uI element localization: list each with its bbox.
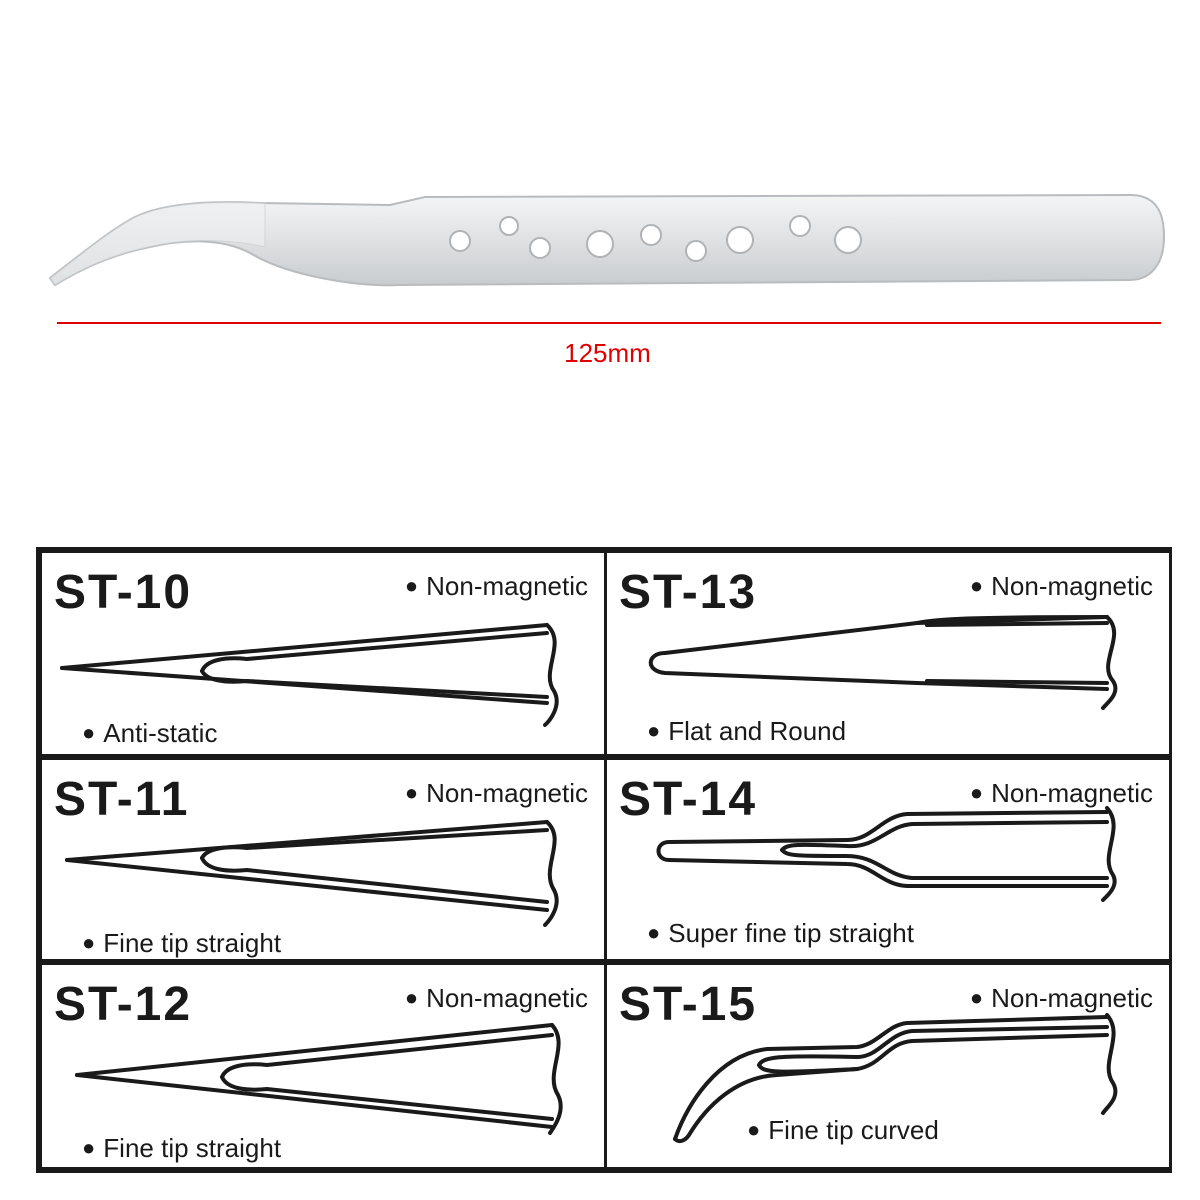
- property-label: ● Non-magnetic: [404, 571, 588, 601]
- spec-panel-st-13: [604, 550, 1172, 757]
- bullet-icon: ●: [404, 780, 419, 805]
- bullet-icon: ●: [82, 720, 96, 745]
- bullet-icon: ●: [82, 930, 96, 955]
- bullet-icon: ●: [82, 1135, 96, 1160]
- bullet-icon: ●: [647, 718, 661, 743]
- dimension-label: 125mm: [564, 338, 651, 368]
- spec-panel-st-11: [39, 757, 607, 962]
- bullet-icon: ●: [747, 1117, 761, 1142]
- tweezers-image: [40, 185, 1170, 300]
- bullet-icon: ●: [404, 573, 419, 598]
- spec-panel-st-14: [604, 757, 1172, 962]
- spec-panel-st-10: [39, 550, 607, 757]
- model-label: ST-14: [619, 773, 758, 826]
- property-label: ● Non-magnetic: [969, 571, 1153, 601]
- property-label: ● Non-magnetic: [969, 983, 1153, 1013]
- model-label: ST-10: [54, 566, 193, 619]
- spec-panel-st-15: [604, 962, 1172, 1170]
- feature-label: ● Fine tip straight: [82, 1133, 282, 1163]
- spec-panel-st-12: [39, 962, 607, 1170]
- model-label: ST-11: [54, 773, 190, 826]
- feature-label: ● Flat and Round: [647, 716, 847, 746]
- feature-label: ● Anti-static: [82, 718, 218, 748]
- property-label: ● Non-magnetic: [969, 778, 1153, 808]
- property-label: ● Non-magnetic: [404, 983, 588, 1013]
- bullet-icon: ●: [404, 985, 419, 1010]
- bullet-icon: ●: [647, 920, 661, 945]
- tip-spec-chart: [36, 547, 1172, 1173]
- property-label: ● Non-magnetic: [404, 778, 588, 808]
- bullet-icon: ●: [969, 780, 984, 805]
- bullet-icon: ●: [969, 573, 984, 598]
- feature-label: ● Fine tip curved: [747, 1115, 939, 1145]
- bullet-icon: ●: [969, 985, 984, 1010]
- feature-label: ● Super fine tip straight: [647, 918, 914, 948]
- model-label: ST-13: [619, 566, 758, 619]
- model-label: ST-12: [54, 978, 193, 1031]
- model-label: ST-15: [619, 978, 758, 1031]
- dimension-line: [57, 322, 1161, 324]
- feature-label: ● Fine tip straight: [82, 928, 282, 958]
